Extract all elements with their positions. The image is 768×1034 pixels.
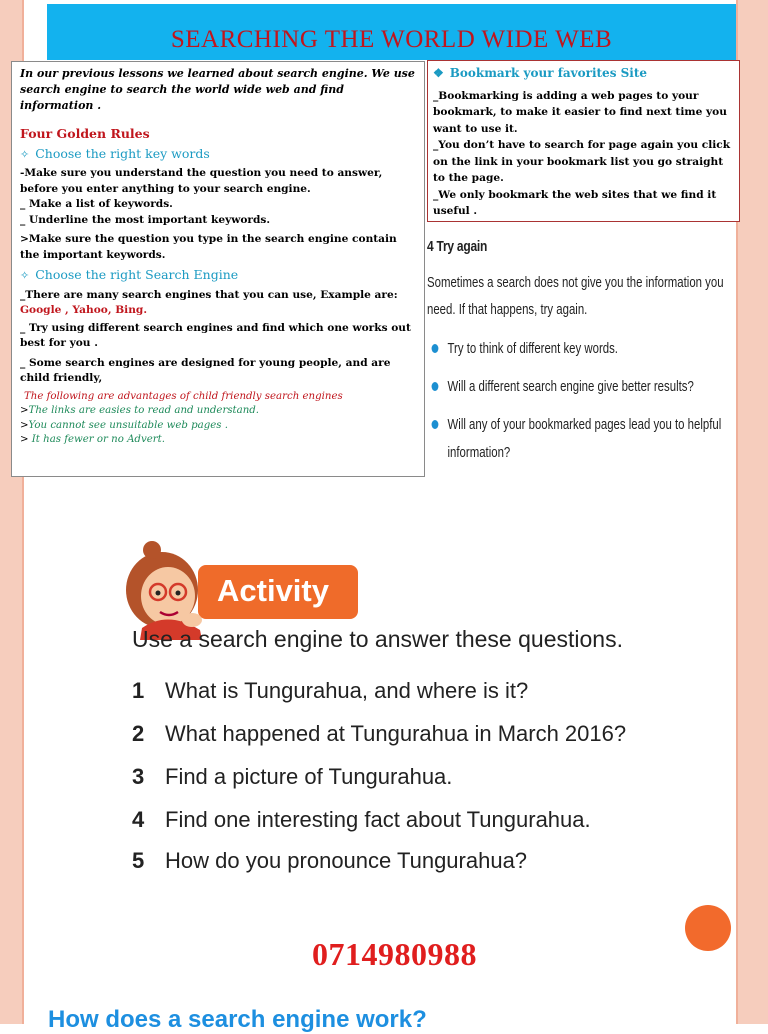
- bullet-dot-icon: [432, 420, 439, 429]
- activity-question: 5 How do you pronounce Tungurahua?: [132, 848, 528, 873]
- try-again-item: Will any of your bookmarked pages lead you to helpful information?: [427, 411, 727, 467]
- bookmark-box: [427, 60, 740, 222]
- rule1-line: -Make sure you understand the question you need to answer, before you enter anything to your search engine.: [20, 167, 383, 195]
- try-again-item: Try to think of different key words.: [427, 335, 727, 363]
- orange-circle-decoration: [685, 905, 731, 951]
- activity-intro: Use a search engine to answer these questions.: [132, 626, 623, 652]
- bullet-dot-icon: [432, 382, 439, 391]
- diamond-bullet-icon: ❖: [433, 66, 444, 80]
- activity-banner-label: Activity: [217, 573, 329, 608]
- star-bullet-icon: ✧: [20, 269, 30, 282]
- activity-question: 2 What happened at Tungurahua in March 2016?: [132, 721, 627, 746]
- rule2-line: _There are many search engines that you can use, Example are: Google , Yahoo, Bing.: [20, 288, 398, 316]
- search-engine-examples: Google , Yahoo, Bing.: [20, 304, 148, 316]
- rule2-heading: ✧ Choose the right Search Engine: [20, 267, 239, 282]
- bookmark-heading: ❖ Bookmark your favorites Site: [433, 66, 648, 80]
- advantage-item: > It has fewer or no Advert.: [20, 434, 165, 445]
- star-bullet-icon: ✧: [20, 147, 30, 161]
- bookmark-paragraph: _You don’t have to search for page again you click on the link in your bookmark list you go straight to the page.: [433, 139, 731, 184]
- rules-heading: Four Golden Rules: [20, 126, 150, 141]
- bookmark-paragraph: _Bookmarking is adding a web pages to your bookmark, to make it easier to find next time you want to use it.: [433, 89, 727, 135]
- rule2-line: _ Try using different search engines and find which one works out best for you .: [20, 321, 411, 349]
- bookmark-paragraph: _We only bookmark the web sites that we find it useful .: [433, 188, 717, 217]
- advantage-item: >You cannot see unsuitable web pages .: [20, 419, 228, 431]
- try-again-text: Sometimes a search does not give you the information you need. If that happens, try again.: [427, 274, 724, 318]
- advantages-heading: The following are advantages of child friendly search engines: [24, 390, 343, 402]
- advantage-item: >The links are easies to read and understand.: [20, 405, 260, 416]
- right-border-stripe: [738, 0, 768, 1024]
- try-again-title: 4 Try again: [427, 238, 488, 255]
- activity-question: 1 What is Tungurahua, and where is it?: [132, 678, 529, 703]
- intro-paragraph: In our previous lessons we learned about search engine. We use search engine to search the world wide web and find information .: [20, 67, 415, 112]
- rule1-heading: ✧ Choose the right key words: [20, 145, 210, 161]
- activity-question: 4 Find one interesting fact about Tungurahua.: [132, 807, 591, 832]
- girl-mascot-icon: [112, 540, 224, 640]
- rules-box: [11, 61, 425, 477]
- phone-number: 0714980988: [312, 936, 477, 972]
- try-again-section: [427, 238, 727, 477]
- bullet-dot-icon: [432, 344, 439, 353]
- activity-section: [112, 540, 712, 940]
- bottom-heading: How does a search engine work?: [48, 1006, 427, 1033]
- rule1-extra: >Make sure the question you type in the search engine contain the important keywords.: [20, 233, 397, 261]
- try-again-item: Will a different search engine give better results?: [427, 373, 727, 401]
- rule2-line: _ Some search engines are designed for young people, and are child friendly,: [20, 356, 391, 384]
- page-title: SEARCHING THE WORLD WIDE WEB: [170, 26, 613, 53]
- rule1-line: _ Make a list of keywords.: [20, 198, 173, 210]
- rule1-line: _ Underline the most important keywords.: [20, 213, 271, 226]
- activity-question: 3 Find a picture of Tungurahua.: [132, 764, 453, 789]
